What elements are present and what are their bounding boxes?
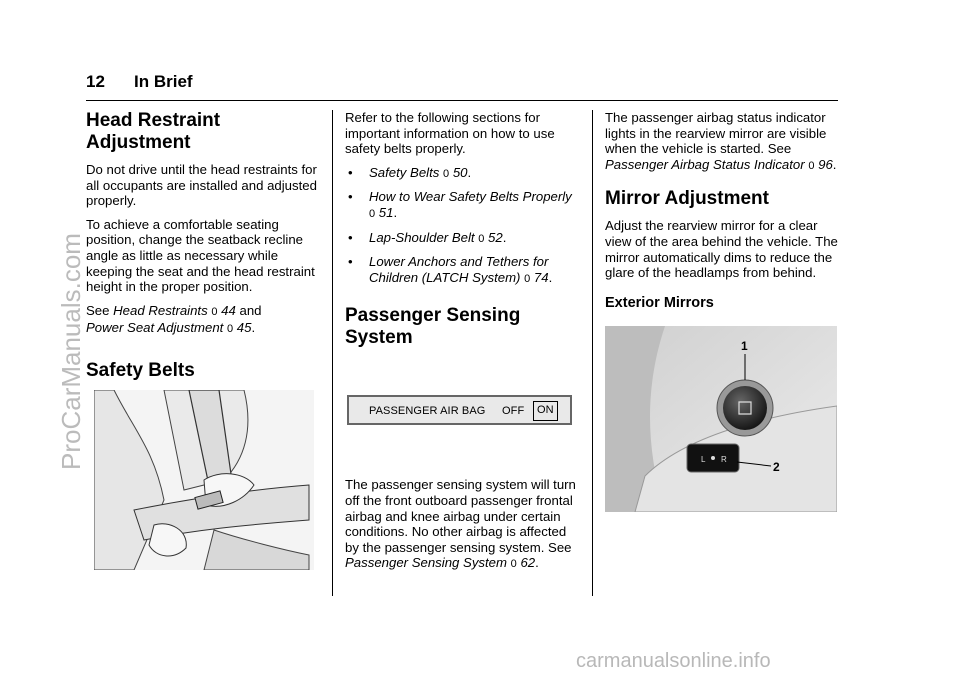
ref-passenger-sensing-system[interactable]: Passenger Sensing System	[345, 555, 507, 571]
bottom-watermark: carmanualsonline.info	[576, 650, 771, 672]
ref-passenger-airbag-status[interactable]: Passenger Airbag Status Indicator	[605, 156, 805, 172]
callout-2: 2	[773, 459, 780, 474]
head-restraint-refs: See Head Restraints 0 44 and Power Seat Adjustment 0 45.	[86, 302, 262, 336]
bullet-icon: •	[348, 164, 353, 180]
page-header	[86, 72, 838, 101]
ref-power-seat-adjustment[interactable]: Power Seat Adjustment	[86, 320, 224, 336]
ref-head-restraints[interactable]: Head Restraints	[113, 302, 208, 318]
head-restraint-para1: Do not drive until the head restraints for all occupants are installed and adjusted properly.	[86, 162, 317, 209]
passenger-sensing-para: The passenger sensing system will turn off the front outboard passenger frontal airbag and knee airbag under certain conditions. No other airbag is affected by the passenger sensing system. See Passenger Sensing System 0 62.	[345, 477, 576, 571]
passenger-sensing-heading: Passenger Sensing System	[345, 305, 521, 349]
column-divider-2	[592, 110, 593, 596]
page-ref-icon: 0	[524, 272, 531, 285]
list-item: • How to Wear Safety Belts Properly 0 51.	[348, 189, 572, 220]
bullet-icon: •	[348, 254, 353, 270]
page-ref-icon: 0	[510, 558, 517, 571]
column-3	[605, 110, 841, 512]
list-item: • Safety Belts 0 50.	[348, 164, 472, 180]
airbag-lamp-off: OFF	[502, 405, 525, 418]
page-ref-icon: 0	[369, 207, 376, 220]
ref-latch-system[interactable]: Lower Anchors and Tethers for Children (LATCH System)	[369, 254, 549, 285]
airbag-lamp-on: ON	[533, 401, 558, 421]
column-2	[345, 110, 581, 581]
exterior-mirrors-heading: Exterior Mirrors	[605, 294, 714, 311]
safety-belt-illustration	[94, 390, 314, 570]
switch-left-label: L	[701, 454, 706, 464]
section-title: In Brief	[134, 72, 193, 91]
list-item: • Lower Anchors and Tethers for Children (LATCH System) 0 74.	[348, 254, 553, 285]
ref-safety-belts[interactable]: Safety Belts	[369, 164, 440, 180]
side-watermark: ProCarManuals.com	[56, 233, 86, 470]
switch-right-label: R	[721, 454, 727, 464]
mirror-adjustment-para: Adjust the rearview mirror for a clear view of the area behind the vehicle. The mirror automatically dims to reduce the glare of the headlamps from behind.	[605, 218, 838, 281]
mirror-control-illustration	[605, 326, 837, 512]
page-ref-icon: 0	[211, 305, 218, 318]
ref-how-to-wear[interactable]: How to Wear Safety Belts Properly	[369, 189, 572, 205]
airbag-status-para: The passenger airbag status indicator lights in the rearview mirror are visible when the vehicle is started. See Passenger Airbag Status Indicator 0 96.	[605, 110, 837, 172]
column-1	[86, 110, 322, 570]
page-ref-icon: 0	[443, 167, 450, 180]
airbag-lamp-label: PASSENGER AIR BAG	[369, 405, 486, 418]
callout-1: 1	[741, 338, 748, 353]
page-ref-icon: 0	[227, 323, 234, 336]
column-divider-1	[332, 110, 333, 596]
mirror-adjustment-heading: Mirror Adjustment	[605, 188, 769, 210]
page-ref-icon: 0	[808, 159, 815, 172]
safety-belts-heading: Safety Belts	[86, 359, 195, 381]
safety-belt-drawing	[94, 390, 314, 570]
ref-lap-shoulder-belt[interactable]: Lap-Shoulder Belt	[369, 229, 475, 245]
airbag-status-lamp	[347, 395, 572, 425]
airbag-indicator-illustration	[345, 383, 573, 453]
bullet-icon: •	[348, 189, 353, 205]
mirror-control-drawing	[605, 326, 837, 512]
list-item: • Lap-Shoulder Belt 0 52.	[348, 229, 507, 245]
head-restraint-para2: To achieve a comfortable seating position, change the seatback recline angle as little as necessary while keeping the seat and the head restraint height in the proper position.	[86, 216, 315, 295]
safety-belts-intro: Refer to the following sections for important information on how to use safety belts properly.	[345, 110, 555, 157]
head-restraint-heading: Head Restraint Adjustment	[86, 110, 221, 153]
page-ref-icon: 0	[478, 232, 485, 245]
bullet-icon: •	[348, 229, 353, 245]
page-number: 12	[86, 72, 105, 91]
